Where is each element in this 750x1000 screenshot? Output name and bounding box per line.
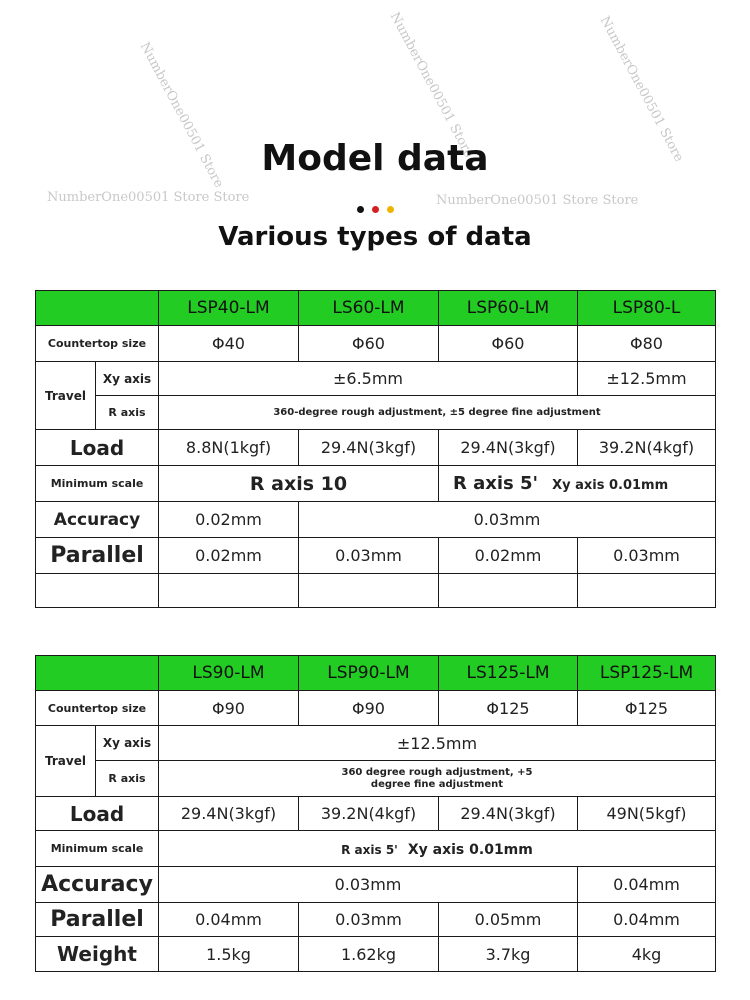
table-cell: ±12.5mm bbox=[159, 726, 716, 761]
model-name: LSP60-LM bbox=[439, 291, 578, 326]
accuracy-row bbox=[36, 867, 716, 903]
table-cell bbox=[159, 831, 716, 867]
table-cell: 29.4N(3kgf) bbox=[159, 797, 299, 831]
table-cell: 0.03mm bbox=[299, 502, 716, 538]
table-cell: 0.02mm bbox=[159, 538, 299, 574]
minscale-r-text: R axis 5' bbox=[453, 473, 539, 494]
table-cell: Φ60 bbox=[439, 326, 578, 362]
model-header-row bbox=[36, 656, 716, 691]
row-label: Parallel bbox=[36, 538, 159, 574]
table-cell: 8.8N(1kgf) bbox=[159, 430, 299, 466]
minscale-row bbox=[36, 831, 716, 867]
table-cell: 0.04mm bbox=[578, 867, 716, 903]
table-cell: 0.04mm bbox=[578, 903, 716, 937]
table-cell: 3.7kg bbox=[439, 937, 578, 972]
table-cell: ±12.5mm bbox=[578, 362, 716, 396]
table-cell: 29.4N(3kgf) bbox=[439, 430, 578, 466]
countertop-row bbox=[36, 326, 716, 362]
model-header-row bbox=[36, 291, 716, 326]
row-label: Minimum scale bbox=[36, 831, 159, 867]
table-cell: 0.03mm bbox=[299, 903, 439, 937]
row-label: Travel bbox=[36, 362, 96, 430]
table-cell: 29.4N(3kgf) bbox=[439, 797, 578, 831]
table-cell: Φ80 bbox=[578, 326, 716, 362]
red-dot bbox=[372, 206, 379, 213]
model-name: LSP80-L bbox=[578, 291, 716, 326]
travel-xy-row bbox=[36, 726, 716, 761]
minscale-r-text: R axis 5' bbox=[341, 843, 398, 857]
table-cell: 0.03mm bbox=[578, 538, 716, 574]
table-cell: Φ60 bbox=[299, 326, 439, 362]
countertop-row bbox=[36, 691, 716, 726]
row-label: Load bbox=[36, 430, 159, 466]
row-label: Countertop size bbox=[36, 691, 159, 726]
table-cell: 0.02mm bbox=[439, 538, 578, 574]
table-cell: 0.05mm bbox=[439, 903, 578, 937]
table-cell: 360-degree rough adjustment, ±5 degree fine adjustment bbox=[159, 396, 716, 430]
table-cell: 29.4N(3kgf) bbox=[299, 430, 439, 466]
row-label: Accuracy bbox=[36, 867, 159, 903]
row-label: Weight bbox=[36, 937, 159, 972]
table-cell: Φ125 bbox=[439, 691, 578, 726]
row-label: Load bbox=[36, 797, 159, 831]
table-cell: R axis 10 bbox=[159, 466, 439, 502]
r-value-line: degree fine adjustment bbox=[370, 778, 504, 790]
table-cell: 39.2N(4kgf) bbox=[578, 430, 716, 466]
spec-table-1 bbox=[35, 290, 716, 608]
spec-table-2 bbox=[35, 655, 716, 972]
table-cell: Φ90 bbox=[159, 691, 299, 726]
table-cell: 1.62kg bbox=[299, 937, 439, 972]
watermark: NumberOne00501 Store bbox=[386, 10, 477, 161]
row-label: Minimum scale bbox=[36, 466, 159, 502]
table-cell: 0.02mm bbox=[159, 502, 299, 538]
table-cell bbox=[159, 761, 716, 797]
table-cell: Φ125 bbox=[578, 691, 716, 726]
load-row bbox=[36, 430, 716, 466]
travel-r-row bbox=[36, 396, 716, 430]
sub-label: R axis bbox=[96, 761, 159, 797]
model-name: LSP90-LM bbox=[299, 656, 439, 691]
parallel-row bbox=[36, 538, 716, 574]
header-corner bbox=[36, 291, 159, 326]
table-cell: Φ40 bbox=[159, 326, 299, 362]
table-cell: 0.03mm bbox=[159, 867, 578, 903]
table-cell bbox=[439, 574, 578, 608]
sub-label: Xy axis bbox=[96, 726, 159, 761]
r-value-line: 360 degree rough adjustment, +5 bbox=[341, 766, 533, 778]
dot-divider bbox=[0, 206, 750, 213]
load-row bbox=[36, 797, 716, 831]
row-label: Parallel bbox=[36, 903, 159, 937]
yellow-dot bbox=[387, 206, 394, 213]
watermark: NumberOne00501 Store bbox=[136, 40, 227, 191]
table-cell: 39.2N(4kgf) bbox=[299, 797, 439, 831]
table-cell bbox=[299, 574, 439, 608]
model-name: LSP125-LM bbox=[578, 656, 716, 691]
model-name: LS125-LM bbox=[439, 656, 578, 691]
page-subtitle: Various types of data bbox=[218, 222, 532, 252]
parallel-row bbox=[36, 903, 716, 937]
header-corner bbox=[36, 656, 159, 691]
accuracy-row bbox=[36, 502, 716, 538]
model-name: LS60-LM bbox=[299, 291, 439, 326]
minscale-xy-text: Xy axis 0.01mm bbox=[552, 478, 669, 493]
table-cell: 0.04mm bbox=[159, 903, 299, 937]
table-cell: 49N(5kgf) bbox=[578, 797, 716, 831]
table-cell: 4kg bbox=[578, 937, 716, 972]
table-cell bbox=[439, 466, 716, 502]
row-label: Countertop size bbox=[36, 326, 159, 362]
sub-label: Xy axis bbox=[96, 362, 159, 396]
model-name: LS90-LM bbox=[159, 656, 299, 691]
weight-row bbox=[36, 937, 716, 972]
row-label: Travel bbox=[36, 726, 96, 797]
empty-row bbox=[36, 574, 716, 608]
table-cell bbox=[159, 574, 299, 608]
sub-label: R axis bbox=[96, 396, 159, 430]
page-title: Model data bbox=[261, 138, 489, 179]
table-cell: ±6.5mm bbox=[159, 362, 578, 396]
table-cell: 1.5kg bbox=[159, 937, 299, 972]
table-cell: Φ90 bbox=[299, 691, 439, 726]
travel-r-row bbox=[36, 761, 716, 797]
table-cell: 0.03mm bbox=[299, 538, 439, 574]
travel-xy-row bbox=[36, 362, 716, 396]
minscale-row bbox=[36, 466, 716, 502]
table-cell bbox=[578, 574, 716, 608]
model-name: LSP40-LM bbox=[159, 291, 299, 326]
watermark: NumberOne00501 Store Store bbox=[47, 190, 250, 205]
black-dot bbox=[357, 206, 364, 213]
minscale-xy-text: Xy axis 0.01mm bbox=[407, 842, 533, 858]
row-label: Accuracy bbox=[36, 502, 159, 538]
watermark: NumberOne00501 Store Store bbox=[436, 193, 639, 208]
table-cell bbox=[36, 574, 159, 608]
watermark: NumberOne00501 Store bbox=[596, 14, 687, 165]
